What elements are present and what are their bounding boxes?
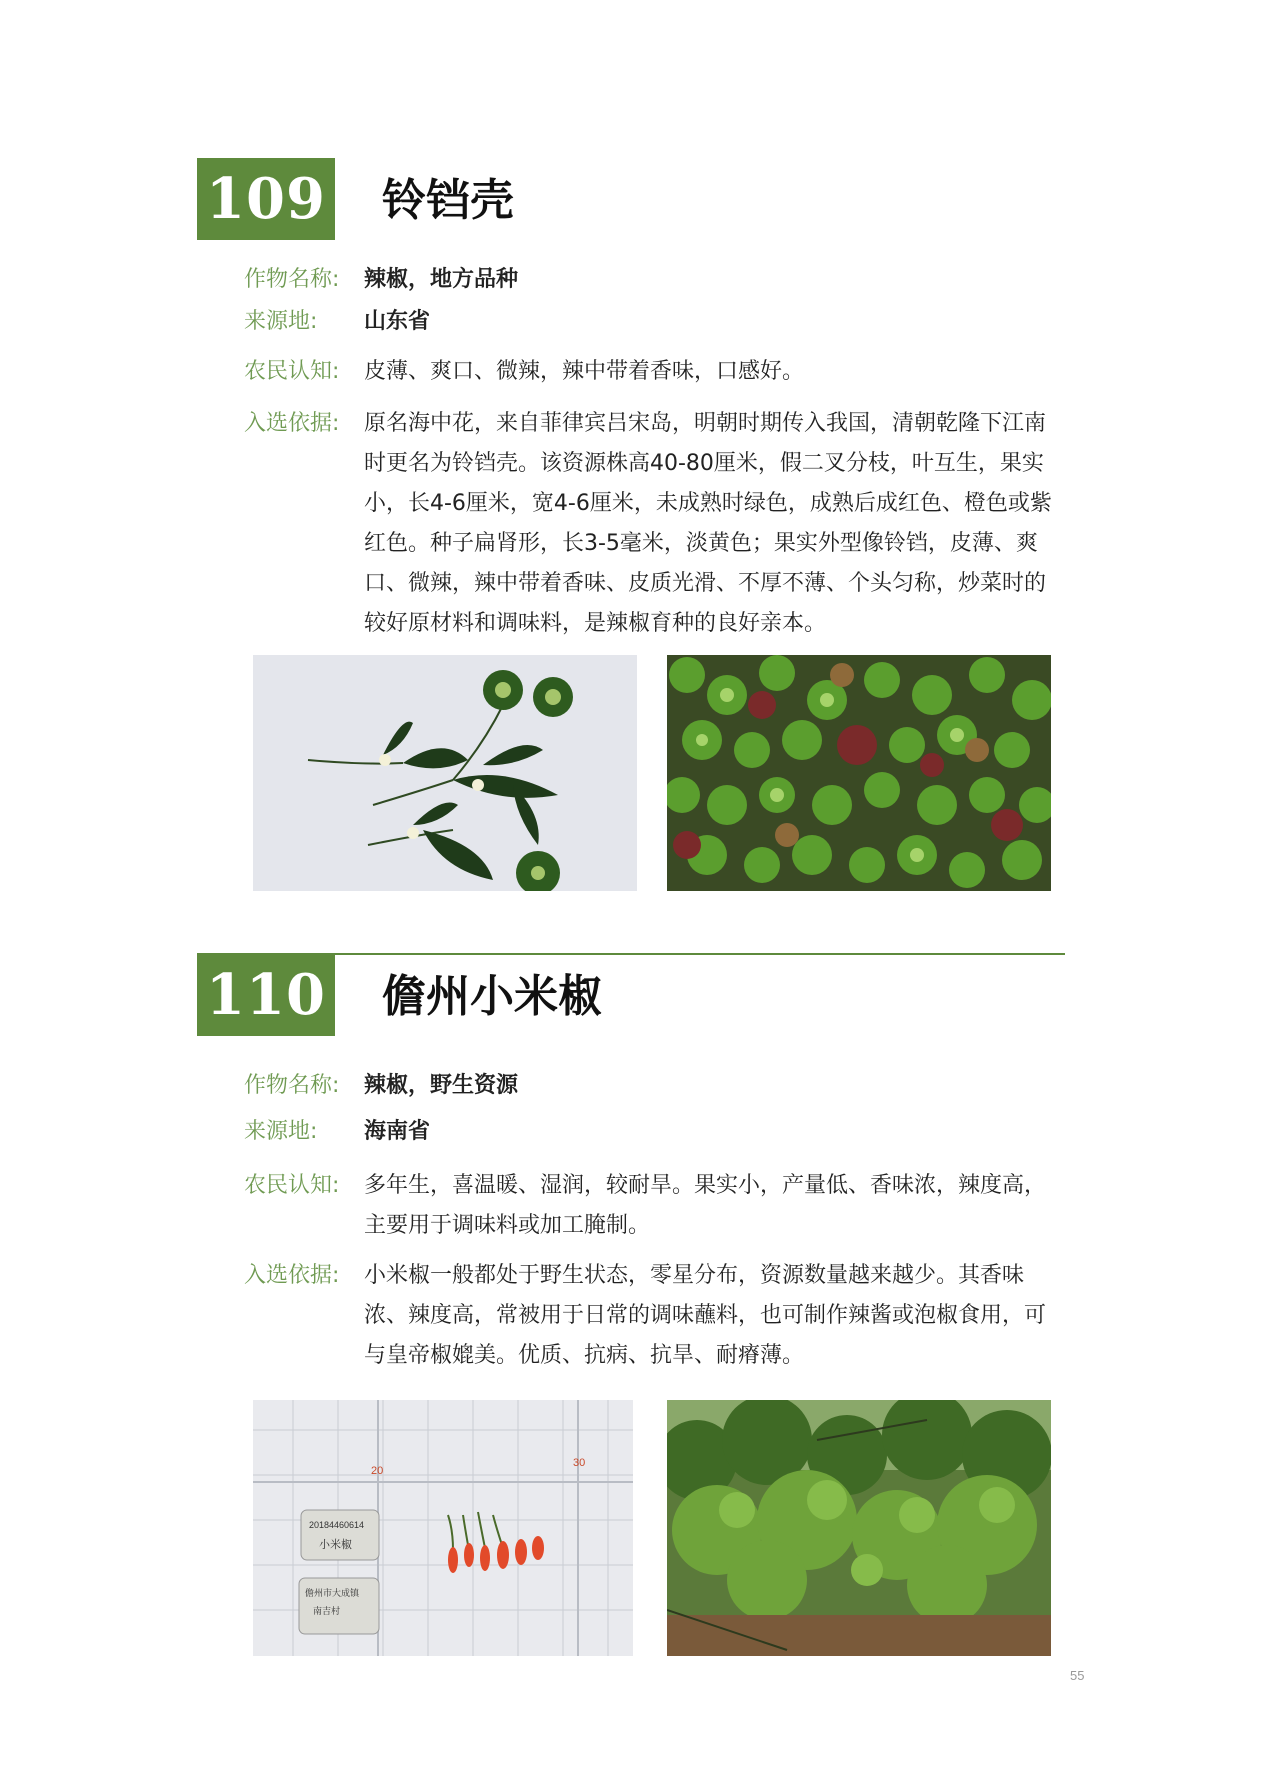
origin-value: 海南省	[364, 1119, 431, 1144]
grid-mark-30: 30	[573, 1457, 586, 1469]
origin-label: 来源地:	[244, 309, 318, 334]
entry-title: 儋州小米椒	[382, 971, 602, 1022]
entry-number-box: 109	[197, 158, 335, 240]
crop-label: 作物名称:	[244, 267, 340, 292]
crop-label: 作物名称:	[244, 1073, 340, 1098]
crop-value: 辣椒，地方品种	[364, 267, 519, 292]
origin-label: 来源地:	[244, 1119, 318, 1144]
selection-basis-label: 入选依据:	[244, 1263, 340, 1288]
entry-number-box: 110	[197, 954, 335, 1036]
farmer-knowledge-value: 皮薄、爽口、微辣，辣中带着香味，口感好。	[364, 359, 805, 384]
selection-basis-value: 小米椒一般都处于野生状态，零星分布，资源数量越来越少。其香味浓、辣度高，常被用于日常的调味蘸料，也可制作辣酱或泡椒食用，可与皇帝椒媲美。优质、抗病、抗旱、耐瘠薄。	[364, 1263, 1047, 1368]
crop-value: 辣椒，野生资源	[364, 1073, 519, 1098]
tag-id: 20184460614	[309, 1520, 365, 1530]
grid-mark-20: 20	[371, 1465, 384, 1477]
tag-village: 南吉村	[313, 1607, 341, 1617]
specimen-photo	[253, 655, 637, 891]
page-number: 55	[1070, 1668, 1085, 1683]
field-plant-photo	[667, 1400, 1051, 1656]
grid-specimen-photo	[253, 1400, 633, 1656]
fruit-pile-photo	[667, 655, 1051, 891]
farmer-knowledge-label: 农民认知:	[244, 359, 340, 384]
selection-basis-label: 入选依据:	[244, 411, 340, 436]
selection-basis-value: 原名海中花，来自菲律宾吕宋岛，明朝时期传入我国，清朝乾隆下江南时更名为铃铛壳。该资源株高40-80厘米，假二叉分枝，叶互生，果实小，长4-6厘米，宽4-6厘米，未成熟时绿色，成熟后成红色、橙色或紫红色。种子扁肾形，长3-5毫米，淡黄色；果实外型像铃铛，皮薄、爽口、微辣，辣中带着香味、皮质光滑、不厚不薄、个头匀称，炒菜时的较好原材料和调味料，是辣椒育种的良好亲本。	[364, 411, 1052, 636]
farmer-knowledge-label: 农民认知:	[244, 1173, 340, 1198]
tag-name: 小米椒	[319, 1538, 352, 1551]
origin-value: 山东省	[364, 309, 431, 334]
entry-title: 铃铛壳	[382, 175, 514, 226]
farmer-knowledge-value: 多年生，喜温暖、湿润，较耐旱。果实小，产量低、香味浓，辣度高，主要用于调味料或加工腌制。	[364, 1173, 1047, 1238]
tag-location: 儋州市大成镇	[305, 1589, 360, 1599]
